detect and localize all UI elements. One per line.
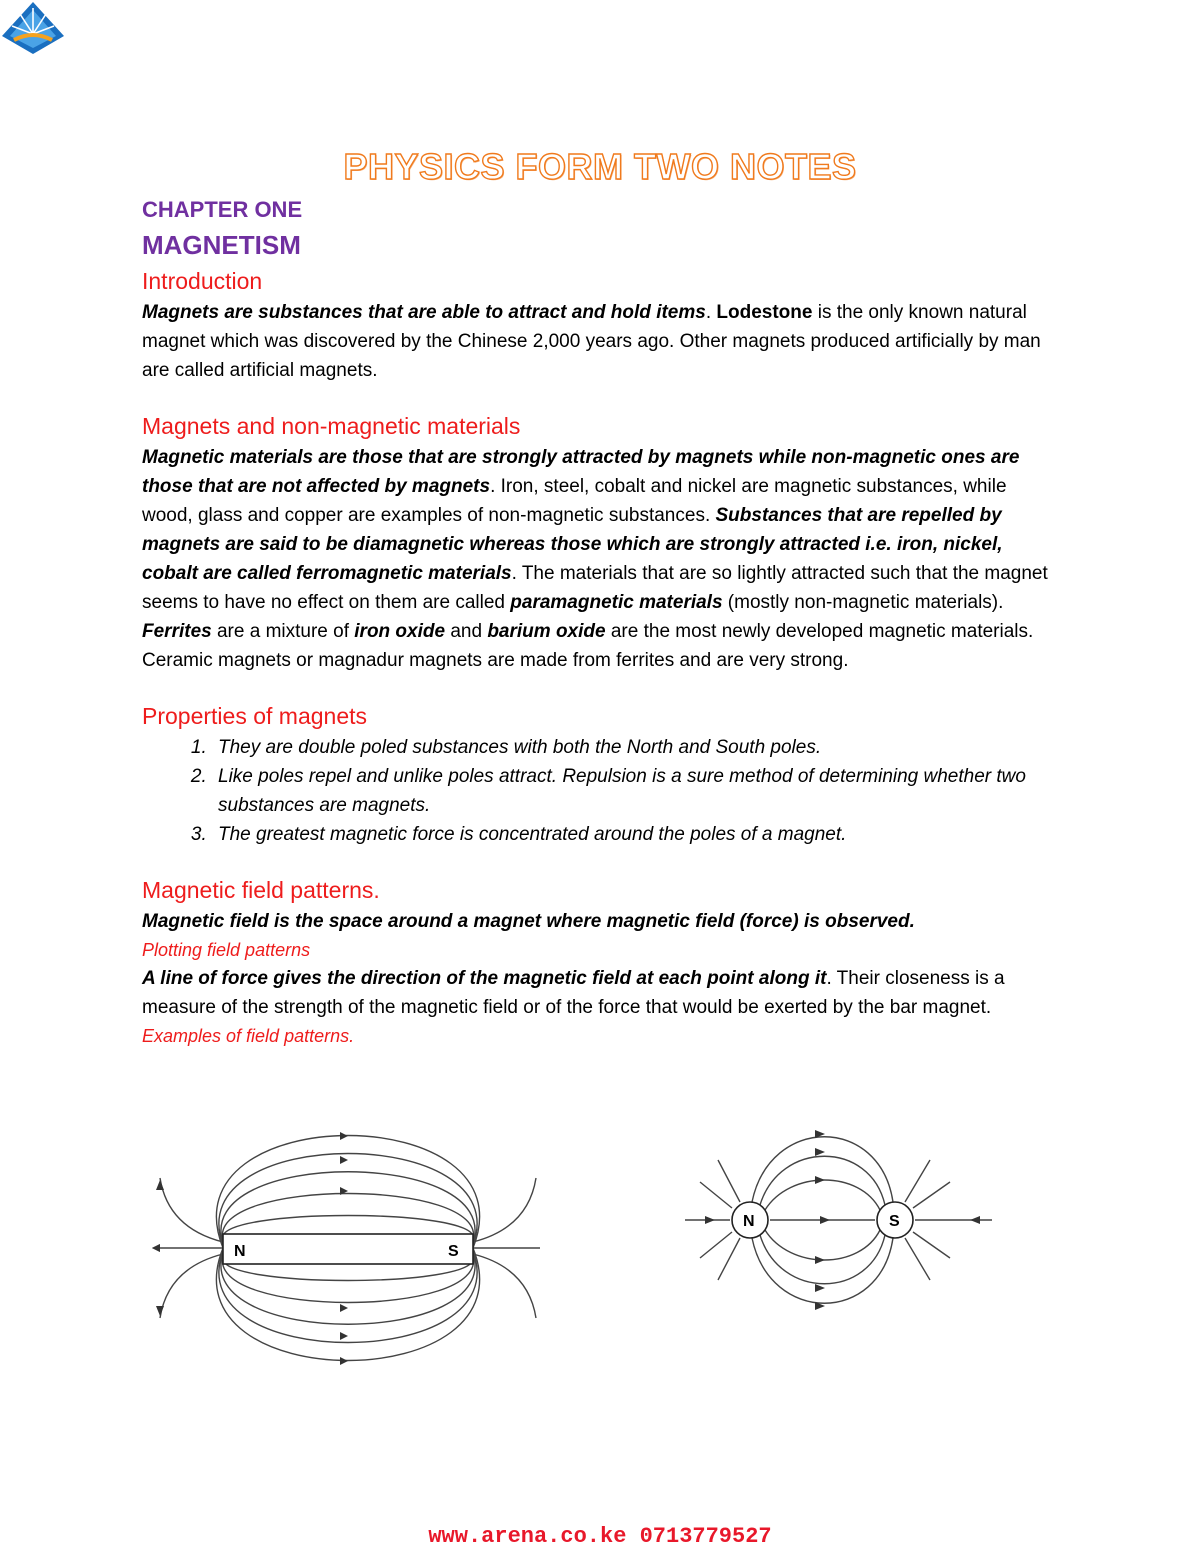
list-item: 3. The greatest magnetic force is concentrated around the poles of a magnet. (212, 820, 1062, 849)
properties-heading: Properties of magnets (142, 703, 368, 729)
pole-south-label: S (889, 1213, 900, 1230)
footer-contact: www.arena.co.ke 0713779527 (428, 1524, 772, 1549)
examples-subheading: Examples of field patterns. (142, 1026, 355, 1046)
chapter-title: MAGNETISM (142, 230, 301, 260)
bar-north-label: N (234, 1243, 246, 1260)
field-definition: Magnetic field is the space around a magnet where magnetic field (force) is observed. (142, 911, 915, 932)
pole-north-label: N (743, 1213, 755, 1230)
document-body (142, 194, 1062, 1050)
intro-heading: Introduction (142, 268, 263, 294)
materials-paragraph: Magnetic materials are those that are strongly attracted by magnets while non-magnetic ones are those that are not affected by magnets. Iron, steel, cobalt and nickel are magnetic substances, while wood, glass and copper are examples of non-magnetic substances. Substances that are repelled by magnets are said to be diamagnetic whereas those which are strongly attracted i.e. iron, nickel, cobalt are called ferromagnetic materials. The materials that are so lightly attracted such that the magnet seems to have no effect on them are called paramagnetic materials (mostly non-magnetic materials). Ferrites are a mixture of iron oxide and barium oxide are the most newly developed magnetic materials. Ceramic magnets or magnadur magnets are made from ferrites and are very strong. (142, 447, 1048, 671)
line-of-force-paragraph: A line of force gives the direction of the magnetic field at each point along it. Their closeness is a measure of the strength of the magnetic field or of the force that would be exerted by the bar magnet. (142, 968, 1005, 1018)
chapter-label: CHAPTER ONE (142, 197, 303, 222)
properties-list (142, 733, 1062, 849)
list-item: 2. Like poles repel and unlike poles attract. Repulsion is a sure method of determining whether two substances are magnets. (212, 762, 1062, 820)
bar-south-label: S (448, 1243, 459, 1260)
plotting-subheading: Plotting field patterns (142, 940, 311, 960)
intro-paragraph: Magnets are substances that are able to attract and hold items. Lodestone is the only known natural magnet which was discovered by the Chinese 2,000 years ago. Other magnets produced artificially by man are called artificial magnets. (142, 302, 1041, 381)
page-title: PHYSICS FORM TWO NOTES (343, 146, 857, 187)
arena-logo-icon (0, 0, 66, 60)
unlike-poles-field-diagram (680, 1110, 1000, 1340)
materials-heading: Magnets and non-magnetic materials (142, 413, 521, 439)
bar-magnet-field-diagram (148, 1118, 548, 1398)
list-item: 1. They are double poled substances with both the North and South poles. (212, 733, 1062, 762)
field-heading: Magnetic field patterns. (142, 877, 380, 903)
